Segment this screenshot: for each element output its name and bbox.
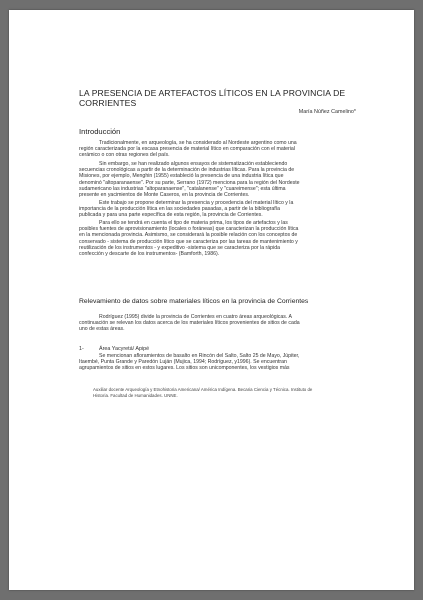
text-line: región caracterizada por la escasa presencia de material lítico en comparación con el material	[79, 146, 295, 153]
text-line: Para ello se tendrá en cuenta el tipo de materia prima, los tipos de artefactos y las	[99, 220, 288, 226]
paper-title: LA PRESENCIA DE ARTEFACTOS LÍTICOS EN LA PROVINCIA DE CORRIENTES	[79, 88, 346, 108]
text-line: Se mencionan afloramientos de basalto en Rincón del Salto, Salto 25 de Mayo, Júpiter,	[99, 353, 300, 359]
text-line: cerámico o con otras regiones del país.	[79, 152, 170, 159]
list-item-title: Área Yacyretá/ Apipé	[99, 346, 150, 352]
text-line: publicada y para una parte específica de esta región, la provincia de Corrientes.	[79, 212, 263, 219]
text-line: Itaembé, Punta Grande y Paredón Luján (Mujica, 1994; Rodríguez, y1996). Se encuentran	[79, 359, 287, 366]
document-page	[9, 10, 414, 590]
text-line: importancia de la producción lítica en las sociedades pasadas, a partir de la bibliografía	[79, 206, 280, 213]
text-line: secuencias cronológicas a partir de la determinación de industrias líticas. Para la provincia de	[79, 167, 295, 174]
intro-paragraph-2	[79, 161, 354, 198]
list-item-number: 1-	[79, 346, 84, 352]
text-line: posibles fuentes de aprovisionamiento (locales o foráneas) que caracterizan la producción lítica	[79, 226, 299, 233]
text-line: denominó "altoparanaense". Por su parte, Serrano (1972) menciona para la región del Nordeste	[79, 179, 300, 186]
section-heading-introduction: Introducción	[79, 127, 121, 136]
intro-paragraph-1	[79, 140, 354, 159]
text-line: Misiones, por ejemplo, Menghin (1955) estableció la presencia de una industria lítica que	[79, 173, 284, 180]
text-line: confección y descarte de los instrumentos- (Bamforth, 1986).	[79, 251, 220, 258]
text-line: uno de estas áreas.	[79, 326, 125, 333]
footnote	[93, 387, 355, 398]
author-name: María Núñez Camelino*	[298, 109, 356, 115]
intro-paragraph-4	[79, 220, 354, 257]
footnote-line: Historia. Facultad de Humanidades. UNNE.	[93, 392, 178, 398]
list-item-paragraph	[79, 353, 354, 372]
text-line: Este trabajo se propone determinar la presencia y procedencia del material lítico y la	[99, 200, 294, 206]
text-line: Rodríguez (1995) divide la provincia de Corrientes en cuatro áreas arqueológicas. A	[99, 314, 292, 320]
intro-paragraph-3	[79, 200, 354, 219]
text-line: continuación se relevan los datos acerca de los materiales líticos provenientes de sitios de cada	[79, 320, 300, 327]
text-line: presente en yacimientos de Monte Caseros, en la provincia de Corrientes.	[79, 192, 250, 199]
text-line: Tradicionalmente, en arqueología, se ha considerado al Nordeste argentino como una	[99, 140, 297, 146]
text-line: sudamericano las industrias "altoparanaense", "catalanense" y "cuareimense"; esta última	[79, 185, 286, 192]
text-line: reutilización de los instrumentos - y expeditivo -sistema que se caracteriza por la rápida	[79, 244, 280, 251]
relev-paragraph	[79, 314, 354, 333]
text-line: conservado - sistema de producción lítico que se caracteriza por las tareas de mantenimiento y	[79, 238, 298, 245]
text-line: agrupamientos de sitios en estos lugares. Los sitios son unicomponentes, los vestigios más	[79, 365, 290, 372]
text-line: en la mencionada provincia. Asimismo, se considerará la posible relación con los conceptos de	[79, 232, 298, 239]
text-line: Sin embargo, se han realizado algunos ensayos de sistematización estableciendo	[99, 161, 288, 167]
footnote-line: Auxiliar docente Arqueología y Etnohistoria Americana/ América Indígena. Becaria Ciencia y Técnica. Instituto de	[93, 387, 313, 392]
section-heading-relevamiento: Relevamiento de datos sobre materiales líticos en la provincia de Corrientes	[79, 298, 309, 305]
